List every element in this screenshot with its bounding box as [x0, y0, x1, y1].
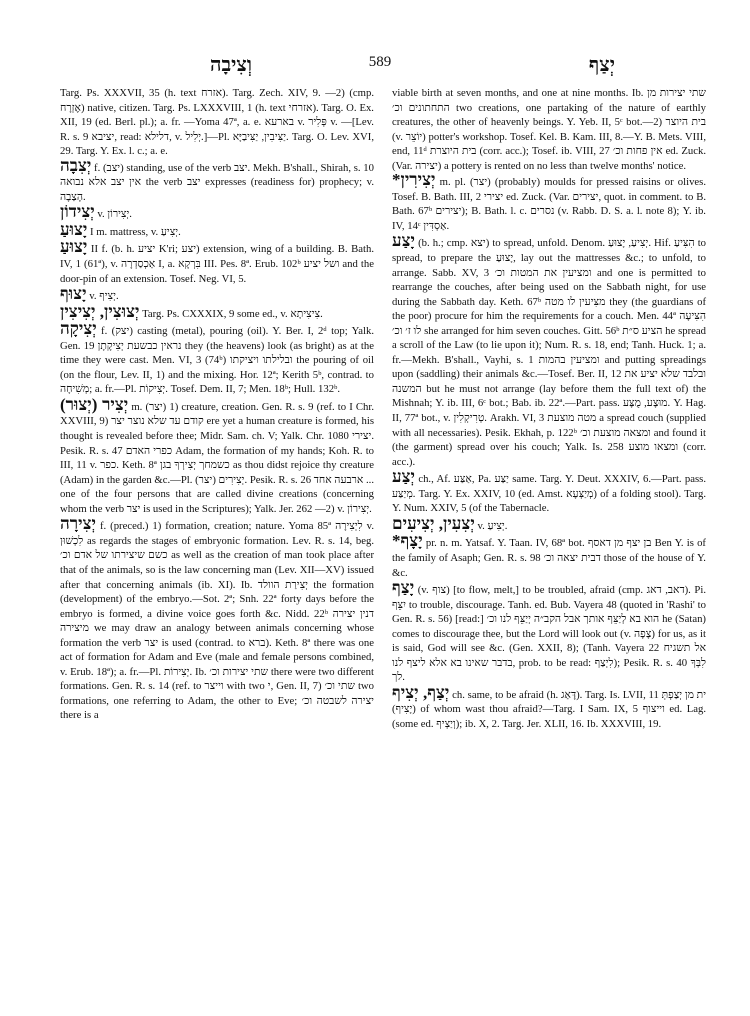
entry-headword: *יָצָף [392, 531, 423, 551]
entry-headword: יְצוּצִין, יְצִיצִין [60, 301, 140, 321]
dictionary-entry [392, 682, 707, 732]
entry-headword: יָצוּף [60, 284, 87, 304]
left-column [60, 86, 374, 723]
dictionary-entry [392, 170, 707, 233]
entry-text: II f. (b. h. יציע K'ri; יצע) extension, wing of a building. B. Bath. IV, 1 (61ª), v. אַכְסַדְרָה I, a. בִּרְקָא III. Pes. 8ª. Erub. 102ᵇ ושל יציע and the door-pin of an extension. Tosef. Neg. VI, 5. [60, 243, 374, 285]
entry-headword: יְצַף, יְצִיף [392, 682, 450, 702]
dictionary-entry [60, 301, 374, 322]
dictionary-entry [60, 237, 374, 286]
dictionary-entry [392, 231, 707, 469]
entry-headword: יְצַע [392, 467, 415, 487]
entry-text: v. יְצִיעַ. [477, 519, 508, 532]
header-right-headword: יְצַף [588, 52, 615, 76]
continued-text [392, 86, 706, 173]
entry-text: f. (יצק) casting (metal), pouring (oil). Y. Ber. I, 2ᵈ top; Yalk. Gen. 19 נראין כבשעת יְצִיקָתָן they (the heavens) look (as bright) as at the time they were cast. Men. VI, 3 (74ᵇ) ובלילתו ויציקתו the pouring of oil (on the flour, Lev. II, 1) and the mixing. Hor. 12ª; Kerith 5ᵇ, contrad. to מְשִׁיחָה; a. fr.—Pl. יְצִיקוֹת. Tosef. Dem. II, 7; Men. 18ᵇ; Hull. 132ᵇ. [60, 325, 375, 396]
entry-text: viable birth at seven months, and one at nine months. Ib. שתי יצירות מן התחתונים וכ׳ two creations, one partaking of the nature of earthly creatures, the other of heavenly beings. Y. Yeb. II, 5ᶜ bot.—2) בית היוצר (v. יוֹצֵר) potter's workshop. Tosef. Kel. B. Kam. III, 8.—Y. B. Mets. VIII, end, 11ᵈ בית היוצרת (corr. acc.); Tosef. ib. VIII, 27 אין פחות וכ׳ ed. Zuck. (Var. יצירה) a pottery is rented on no less than twelve months' notice. [392, 87, 707, 172]
dictionary-entry [392, 467, 706, 516]
entry-text: f. (preced.) 1) formation, creation; nature. Yoma 85ª לִיְצִירָה v. לִכְשׁוּן as regards the stages of embryonic formation. Lev. R. s. 14, beg. כשם שיצירתו של אדם וכ׳ as well as the creation of man took place after that of the animals, so is the law concerning man (Lev. XII—XV) issued after that concerning animals (ib. XI). Ib. יְצִירַת הוולד the formation (development) of the embryo.—Sot. 2ª; Snh. 22ª forty days before the embryo is formed, a divine voice goes forth &c. Nidd. 22ᵇ דנין יצירה מיצירה we may draw an analogy between animals concerning whose formation the verb יצר is used (contrad. to ברא). Keth. 8ª there was one act of formation for Adam and Eve (male and female persons combined, v. Erub. 18ª); a. fr.—Pl. יְצִירוֹת. Ib. שתי יצירות וכ׳ there were two different formations. Gen. R. s. 14 (ref. to וייצר with two י, Gen. II, 7) שתי וכ׳ two formations, one referring to Adam, the other to Eve; יצירה לשבטה וכ׳ there is a [60, 520, 374, 722]
entry-text: v. יְצִיף. [89, 290, 119, 303]
dictionary-entry [60, 514, 374, 723]
dictionary-entry [392, 513, 706, 534]
entry-headword: יְצִעִין, יְצִיעִים [392, 513, 475, 533]
entry-headword: יְצִיקָה [60, 319, 97, 339]
entry-text: m. pl. (יצר) (probably) moulds for pressed raisins or olives. Tosef. B. Bath. III, 2 יצירי ed. Zuck. (Var. יצירים, quot. in comment. to B. Bath. 67ᵇ יצירים); B. Bath. l. c. נסרים (v. Rabb. D. S. a. l. note 8); Y. ib. IV, 14ᶜ אַסְדִּין. [392, 176, 707, 232]
dictionary-entry [392, 578, 706, 685]
page-number: 589 [368, 54, 392, 70]
entry-text: Targ. Ps. CXXXIX, 9 some ed., v. צִיצִיתָא. [142, 307, 323, 320]
entry-headword: יָצַע [392, 231, 415, 251]
header-left-headword: וְצִיבָה [210, 52, 252, 76]
entry-text: (b. h.; cmp. יצא) to spread, unfold. Denom. יְצִיעַ, יָצוּעַ. Hif. הִצִּיעַ to spread, to prepare the יָצוּעַ, lay out the mattresses &c.; to unfold, to arrange. Sabb. XV, 3 ומציעין את המטות וכ׳ and one is permitted to rearrange the couches, after being used on the Sabbath night, for use during the Sabbath day. Keth. 67ᵇ מצִּיעין לו מטה they (the guardians of the poor) procure for him the requirements for a couch. Men. 44ª הִצִּיעָה לו ז׳ וכ׳ she arranged for him seven couches. Gitt. 56ᵇ הציע ס״ת he spread a scroll of the Law (to lie upon it); Num. R. s. 18, end; Tanh. Huck. 1; a. fr.—Mekh. B'shall., Vayhi, s. 1 ומציעין בהמות and putting spreadings upon (saddling) their animals &c.—Tosef. Ber. II, 12 ובלבד שלא יציע את המשנה but he must not arrange (lay before them the full text of) the Mishnah; Y. ib. III, 6ᶜ bot.; Bab. ib. 22ª.—Part. pass. מוּצָע, מֻצָּע. Y. Hag. II, 77ª bot., v. טְרִיקְלִין. Arakh. VI, 3 מטה מוצעת a spread couch (supplied with all necessaries). Pesik. Ekhah, p. 122ᵇ ומצאה מוצעת וכ׳ and found it (the garment) spread over his couch; Yalk. Is. 258 ומצאו מוצע (corr. acc.). [392, 237, 707, 468]
entry-headword: יְצִידוֹן [60, 202, 95, 222]
entry-headword: יָצוּעַ [60, 219, 88, 239]
entry-text: f. (יצב) standing, use of the verb יצב. Mekh. B'shall., Shirah, s. 10 אין יצב אלא נבואה the verb יצב expresses (readiness for) prophecy; v. הָצַבָה. [60, 161, 374, 203]
dictionary-entry [60, 219, 374, 240]
entry-text: (v. צוף) [to flow, melt,] to be troubled, afraid (cmp. דאב, דאג). Pi. יִצֵּף to trouble, discourage. Tanh. ed. Bub. Vayera 48 (quoted in 'Rashi' to Gen. R. s. 56) [read:] הוא בא לְיַצֵּף אותך אבל הקב״ה יְיַצֵּף לנו וכ׳ he (Satan) comes to discourage thee, but the Lord will look out (v. צָפָה) for us, as it is said, God will see &c. (Gen. XXII, 8); (Tanh. Vayera 22 אל תשגיח בדבר שאינו בא אלא ליצף לנו, prob. to be read: לִיְצַף); Pesik. R. s. 40 לִבְּךָ לך. [392, 584, 706, 684]
entry-text: m. (יצר) 1) creature, creation. Gen. R. s. 9 (ref. to I Chr. XXVIII, 9) קודם עד שלא נוצר יצר ere yet a human creature is formed, his thought is revealed before thee; Midr. Sam. ch. V; Yalk. Chr. 1080 יצירי. Pesik. R. s. 47 כפרי האדם Adam, the formation of my hands; Koh. R. to III, 11 v. כפר. Keth. 8ª כשמחך יְצִירְךָ בגן as thou didst rejoice thy creature (Adam) in the garden &c.—Pl. יְצִירִים (יצר). Pesik. R. s. 26 ארבעה אחד ... one of the four persons that are called divine creations (concerning whom the verb יצר is used in the Scriptures); Yalk. Jer. 262 —2) v. יְצִירוֹן. [60, 400, 375, 515]
entry-text: ch., Af. אַצַּע, Pa. יַצַּע same. Targ. Y. Deut. XXXIV, 6.—Part. pass. מְיַצַּע. Targ. Y. Ex. XXIV, 10 (ed. Amst. מְיַצְּעָא) of a folding stool). Targ. Y. Num. XXIV, 5 (of the Tabernacle. [392, 473, 706, 515]
entry-text: pr. n. m. Yatsaf. Y. Taan. IV, 68ª bot. בן יצף מן דאסף Ben Y. is of the family of Asaph; Gen. R. s. 98 דבית יצאה וכ׳ those of the house of Y. &c. [392, 537, 706, 579]
entry-headword: יְצִיר (יְצוּר) [60, 394, 129, 414]
right-column [392, 86, 706, 732]
entry-headword: יְצִירָה [60, 514, 96, 534]
entry-headword: יְצִבָה [60, 155, 92, 175]
continued-text [60, 86, 374, 159]
page-header [60, 52, 700, 80]
entry-text: Targ. Ps. XXXVII, 35 (h. text אזרח). Targ. Zech. XIV, 9. —2) (cmp. אֶזְרָח) native, citizen. Targ. Ps. LXXXVIII, 1 (h. text אזרחי). Targ. O. Ex. XII, 19 (ed. Berl. pl.); a. fr. —Yoma 47ª, a. e. בארעא v. פְּלִיר v. —[Lev. R. s. 9 יציבא, read: דלילא, v. יְלִיל.]—Pl. יַצִּיבִין, יַצִּיבַיָּא. Targ. O. Lev. XVI, 29. Targ. Y. Ex. l. c.; a. e. [60, 87, 375, 158]
dictionary-entry [60, 319, 375, 397]
dictionary-entry [60, 155, 374, 205]
entry-text: v. יְצִירוֹן. [97, 208, 132, 221]
entry-text: I m. mattress, v. יְצִיעַ. [90, 225, 181, 238]
entry-headword: יָצוּעַ [60, 237, 88, 257]
entry-headword: *יְצִירִין [392, 170, 436, 190]
entry-headword: יָצַף [392, 578, 415, 598]
dictionary-entry [60, 202, 374, 222]
dictionary-entry [392, 531, 706, 580]
dictionary-entry [60, 394, 375, 516]
entry-text: ch. same, to be afraid (h. דָּאַג). Targ. Is. LVII, 11 ית מן יְצַפְתְּ (יָצִיף) of whom wast thou afraid?—Targ. I Sam. IX, 5 וייצוף ed. Lag. (some ed. וְיַצְיף); ib. X, 2. Targ. Jer. XLII, 16. Ib. XXXVIII, 19. [392, 688, 707, 730]
